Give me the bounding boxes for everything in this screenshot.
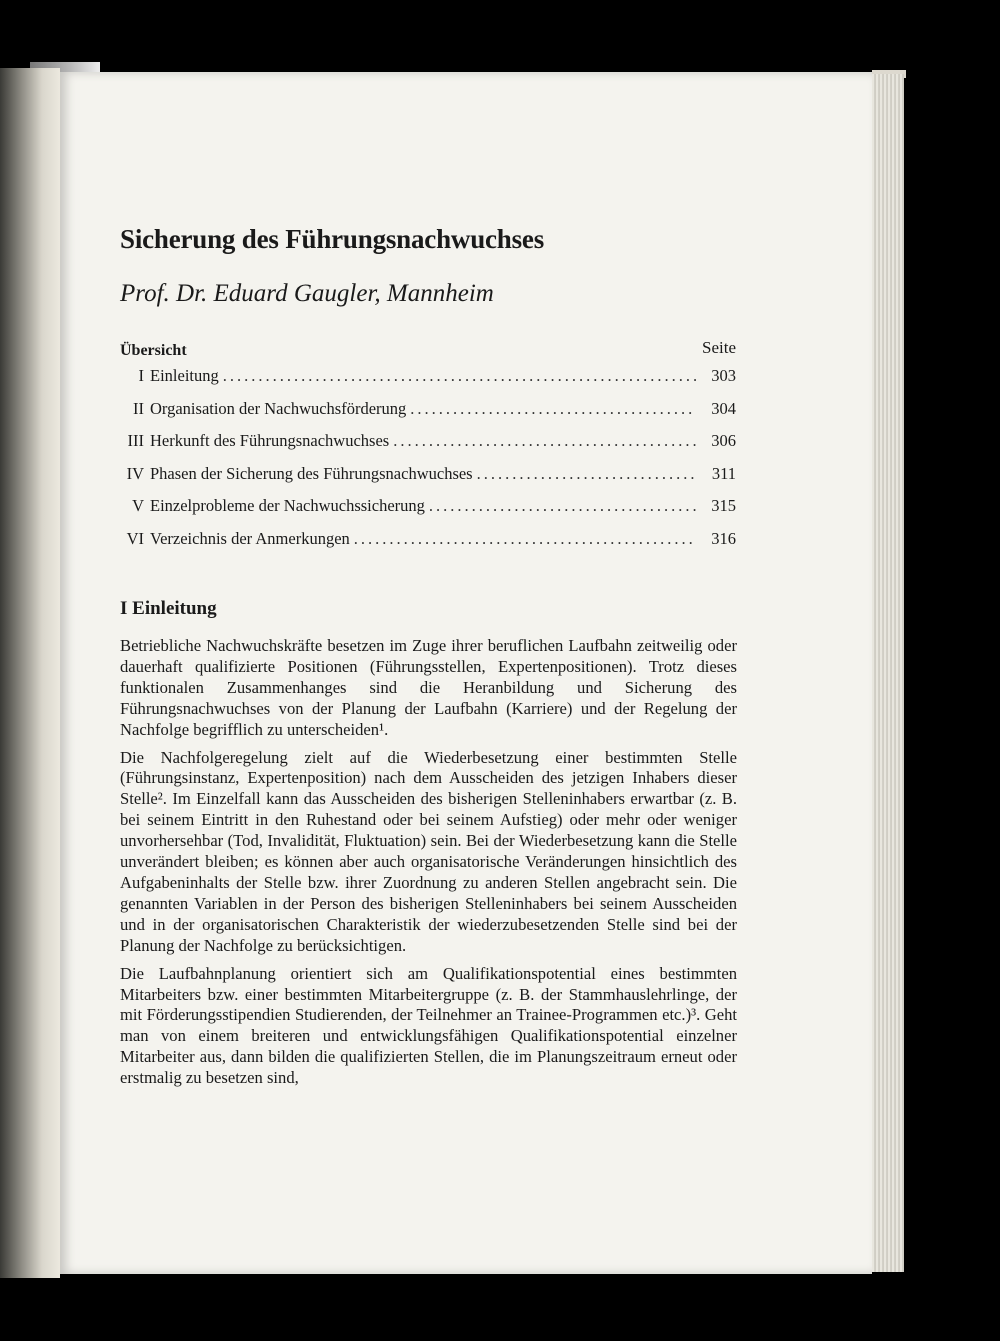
toc-entry-page: 316	[711, 528, 736, 548]
toc-entry-page: 315	[711, 496, 736, 516]
toc-entry-page: 304	[711, 398, 736, 418]
toc-entry-number: III	[127, 431, 144, 451]
toc-entry-title: Phasen der Sicherung des Führungsnachwuchses	[150, 463, 473, 483]
body-paragraph: Die Laufbahnplanung orientiert sich am Qualifikationspotential eines bestimmten Mitarbeiters bzw. einer bestimmten Mitarbeitergruppe (z. B. der Stammhauslehrlinge, der mit Förderungsstipendien Studierenden, der Teilnehmer an Trainee-Programmen etc.)³. Geht man von einem breiteren und entwicklungsfähigen Qualifikationspotential einzelner Mitarbeiter aus, dann bilden die qualifizierten Stellen, die im Planungszeitraum erneut oder erstmalig zu besetzen sind,	[120, 963, 737, 1088]
toc-entry-number: II	[133, 398, 144, 418]
toc-entry-number: IV	[126, 463, 144, 483]
toc-entry-title: Einleitung	[150, 366, 219, 385]
toc-leader-dots	[389, 431, 696, 451]
toc-leader-dots	[350, 529, 696, 549]
toc-entry	[120, 464, 736, 497]
toc-entry-page: 303	[711, 366, 736, 385]
toc-entry-title: Organisation der Nachwuchsförderung	[150, 398, 407, 418]
toc-entry	[120, 431, 736, 464]
toc-entry-title: Herkunft des Führungsnachwuchses	[150, 431, 390, 451]
toc-entry-number: V	[132, 496, 144, 516]
body-paragraph: Die Nachfolgeregelung zielt auf die Wiederbesetzung einer bestimmten Stelle (Führungsinstanz, Expertenposition) nach dem Ausscheiden des jetzigen Inhabers dieser Stelle². Im Einzelfall kann das Ausscheiden des bisherigen Stelleninhabers erwartbar (z. B. bei seinem Eintritt in den Ruhestand oder bei seinem Aufstieg) oder mehr oder weniger unvorhersehbar (Tod, Invalidität, Fluktuation) sein. Bei der Wiederbesetzung kann die Stelle unverändert bleiben; es können aber auch organisatorische Veränderungen hinsichtlich des Aufgabeninhalts der Stelle bzw. ihrer Zuordnung zu anderen Stellen angebracht sein. Die genannten Variablen in der Person des bisherigen Stelleninhabers bei seinem Ausscheiden und in der organisatorischen Charakteristik der wiederzubesetzenden Stelle sind bei der Planung der Nachfolge zu berücksichtigen.	[120, 747, 737, 955]
toc-entry	[120, 399, 736, 432]
toc-heading: Übersicht	[120, 342, 187, 359]
toc-entry-number: VI	[126, 528, 144, 548]
toc-entry-page: 306	[711, 431, 736, 451]
table-of-contents	[120, 336, 736, 562]
section-body	[120, 636, 737, 1096]
toc-entry	[120, 496, 736, 529]
toc-entry	[120, 366, 736, 399]
toc-page-label: Seite	[702, 338, 736, 357]
toc-leader-dots	[425, 496, 696, 516]
chapter-title: Sicherung des Führungsnachwuchses	[120, 224, 545, 254]
toc-header	[120, 336, 736, 366]
toc-entry-title: Einzelprobleme der Nachwuchssicherung	[150, 496, 425, 516]
chapter-author: Prof. Dr. Eduard Gaugler, Mannheim	[120, 280, 494, 307]
toc-entry	[120, 529, 736, 562]
body-paragraph: Betriebliche Nachwuchskräfte besetzen im Zuge ihrer beruflichen Laufbahn zeitweilig oder dauerhaft qualifizierte Positionen (Führungsstellen, Expertenpositionen). Trotz dieses funktionalen Zusammenhanges sind die Heranbildung und Sicherung des Führungsnachwuchses von der Planung der Laufbahn (Karriere) und der Regelung der Nachfolge begrifflich zu unterscheiden¹.	[120, 636, 737, 739]
book-spine	[0, 68, 60, 1278]
toc-entry-number: I	[138, 366, 144, 385]
toc-entry-title: Verzeichnis der Anmerkungen	[150, 528, 350, 548]
page-edges	[872, 74, 904, 1272]
toc-entry-page: 311	[711, 463, 736, 483]
toc-leader-dots	[473, 464, 696, 484]
toc-leader-dots	[219, 366, 696, 386]
section-heading: I Einleitung	[120, 598, 217, 619]
toc-leader-dots	[406, 399, 696, 419]
